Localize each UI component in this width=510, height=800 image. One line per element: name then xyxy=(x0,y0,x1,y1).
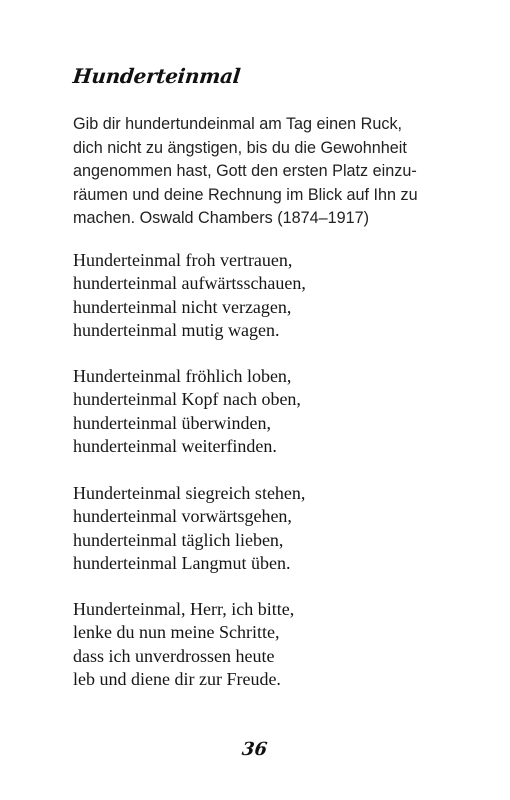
intro-line: dich nicht zu ängstigen, bis du die Gewohnheit xyxy=(73,138,407,157)
intro-line: machen. Oswald Chambers (1874–1917) xyxy=(73,209,370,227)
verse-line: Hunderteinmal fröhlich loben, xyxy=(73,366,292,386)
verse-line: hunderteinmal vorwärtsgehen, xyxy=(73,506,292,527)
stanza-4 xyxy=(73,598,453,691)
verse-line: hunderteinmal mutig wagen. xyxy=(73,319,280,340)
verse-line: hunderteinmal aufwärtsschauen, xyxy=(73,273,306,294)
page-number xyxy=(0,739,510,760)
verse-line: Hunderteinmal siegreich stehen, xyxy=(73,483,306,503)
verse-line: Hunderteinmal, Herr, ich bitte, xyxy=(73,599,295,619)
verse-line: hunderteinmal Kopf nach oben, xyxy=(73,389,301,410)
verse-line: hunderteinmal nicht verzagen, xyxy=(73,296,292,317)
intro-line: räumen und deine Rechnung im Blick auf Ihn zu xyxy=(73,185,418,204)
intro-line: angenommen hast, Gott den ersten Platz einzu- xyxy=(73,162,417,180)
intro-quote xyxy=(73,113,443,231)
verse-line: leb und diene dir zur Freude. xyxy=(73,668,281,689)
verse-line: hunderteinmal Langmut üben. xyxy=(73,552,291,573)
verse-line: Hunderteinmal froh vertrauen, xyxy=(73,250,293,270)
verse-line: hunderteinmal täglich lieben, xyxy=(73,529,284,550)
verse-line: hunderteinmal überwinden, xyxy=(73,412,271,433)
verse-line: dass ich unverdrossen heute xyxy=(73,645,275,666)
poem-title: Hunderteinmal xyxy=(71,64,242,88)
stanza-3 xyxy=(73,482,453,575)
stanza-2 xyxy=(73,365,453,458)
verse-line: hunderteinmal weiterfinden. xyxy=(73,435,277,456)
page-number-text: 36 xyxy=(241,739,269,760)
stanza-1 xyxy=(73,249,453,342)
verse-line: lenke du nun meine Schritte, xyxy=(73,622,280,643)
intro-line: Gib dir hundertundeinmal am Tag einen Ruck, xyxy=(73,115,403,133)
